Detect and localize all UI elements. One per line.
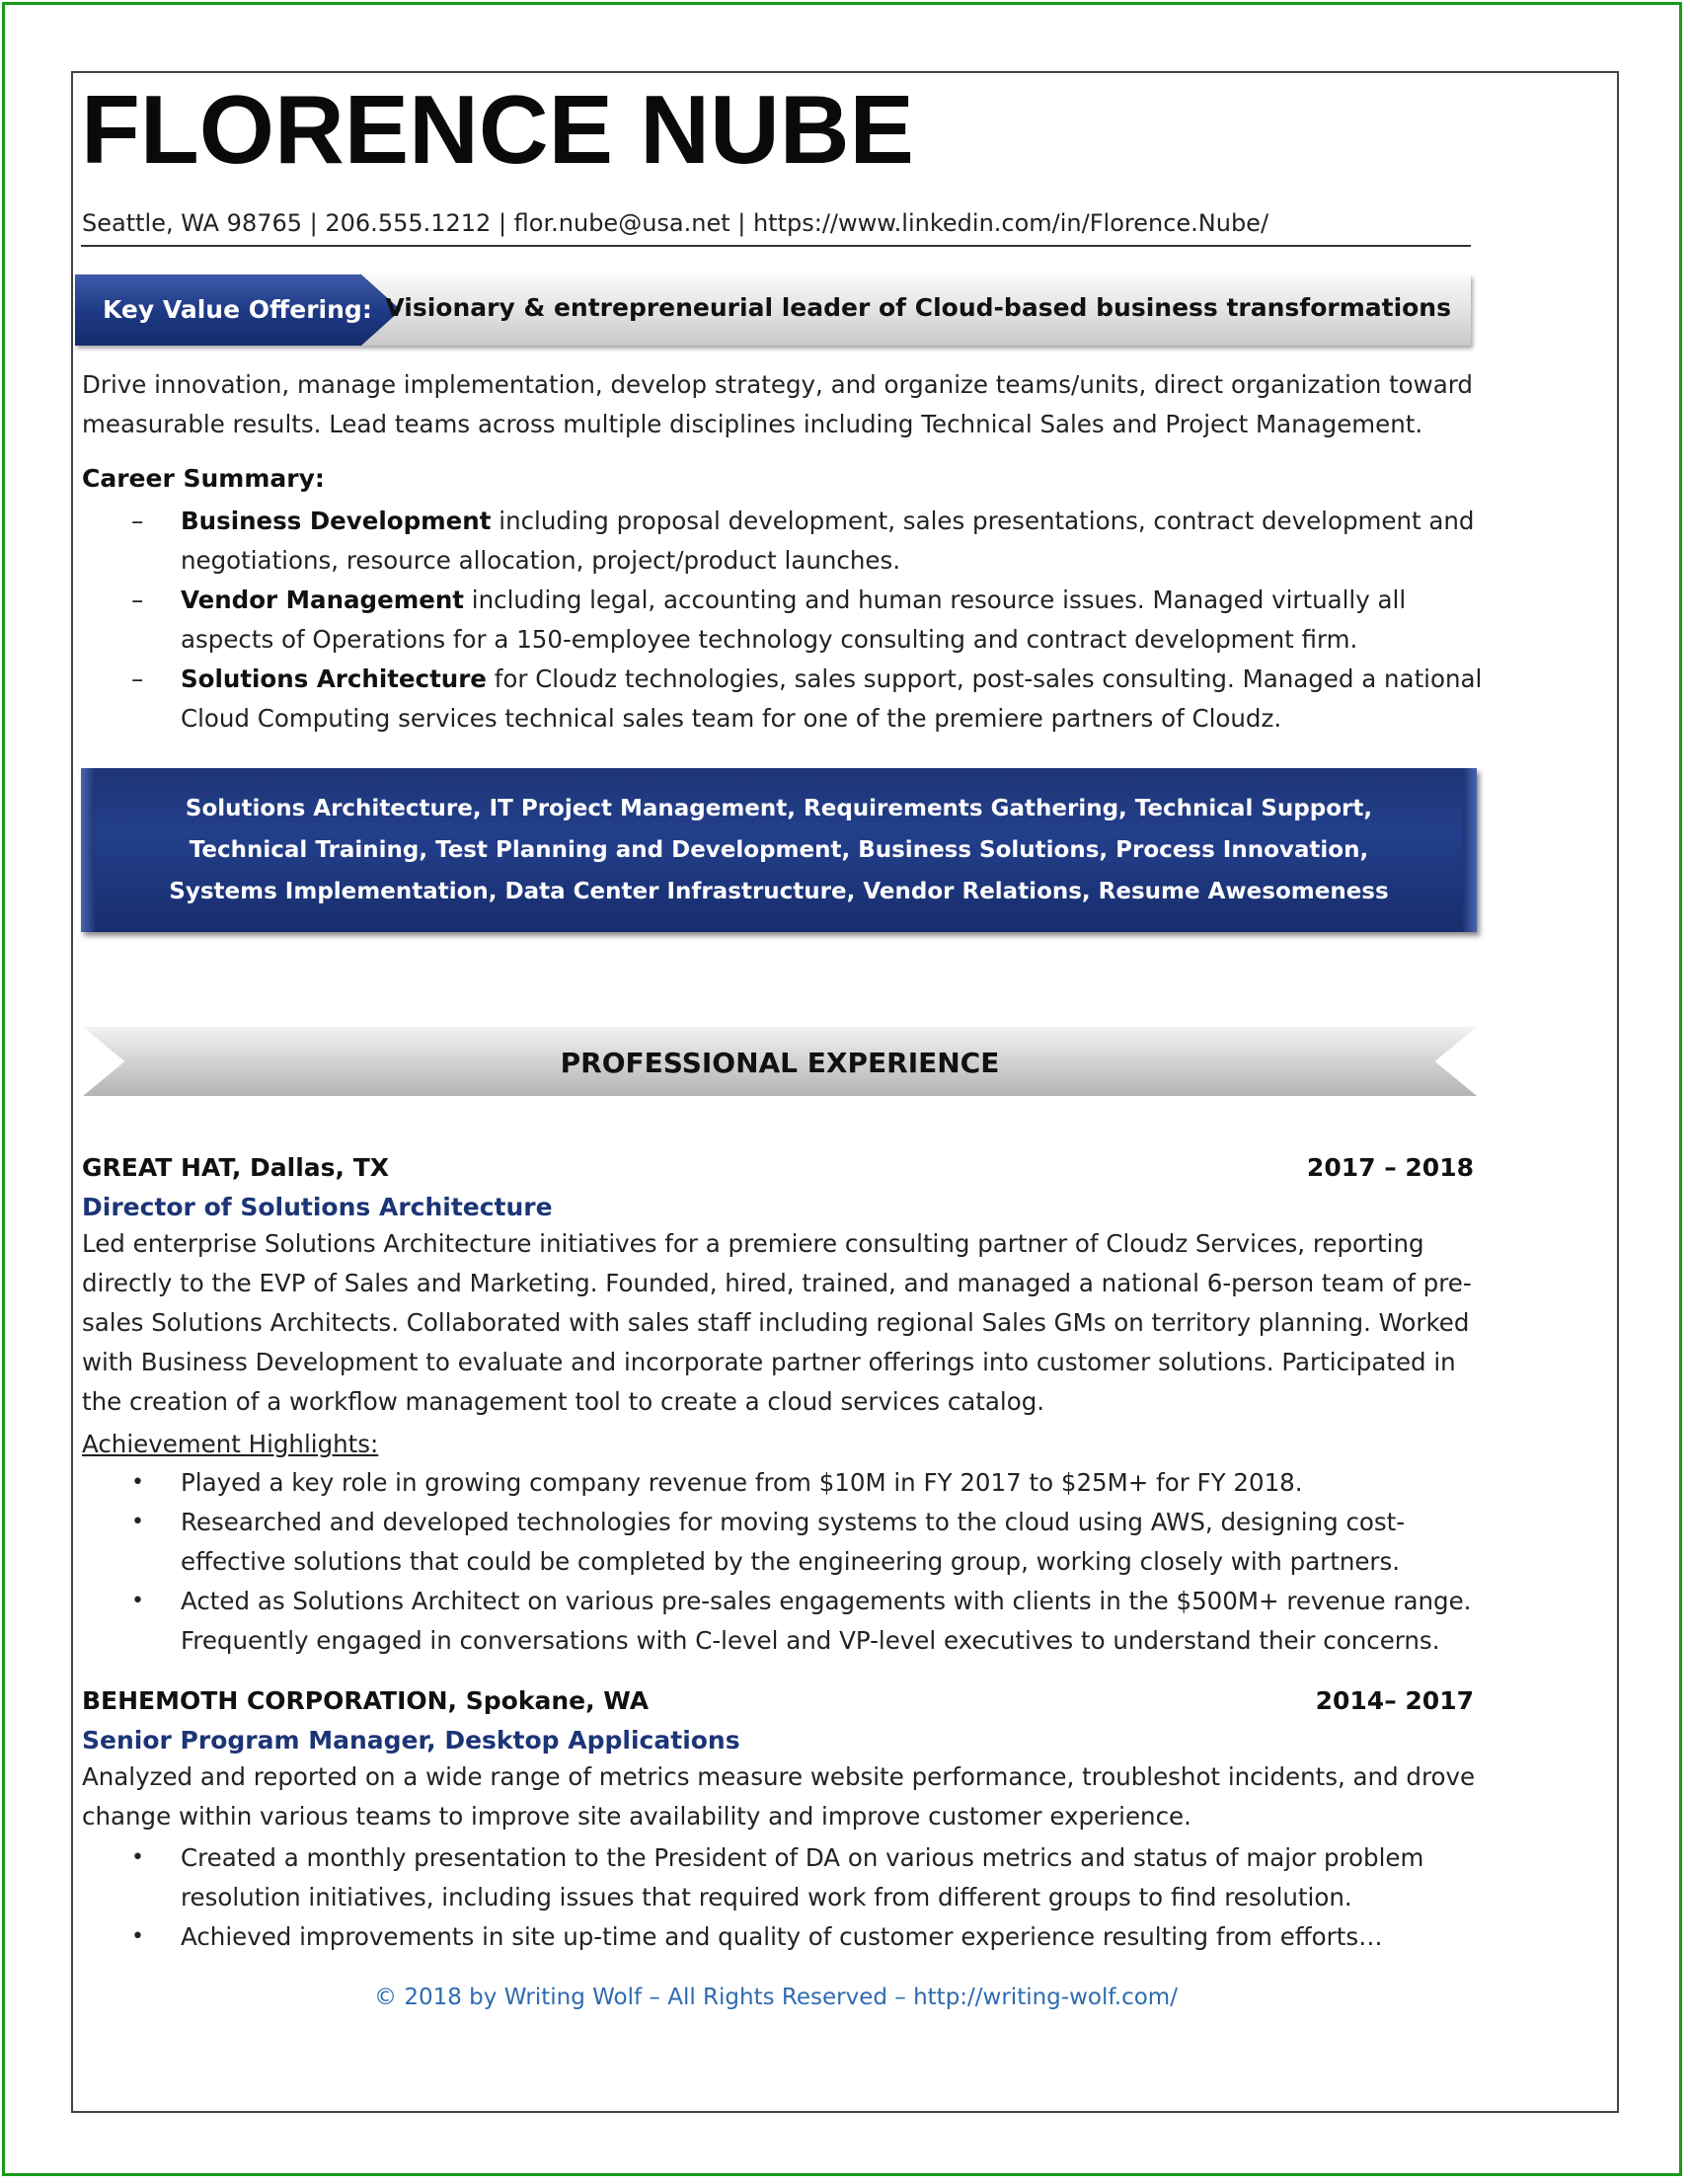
intro-paragraph: Drive innovation, manage implementation, develop strategy, and organize teams/units, direct organization toward measurable results. Lead teams across multiple disciplines including Technical Sales and Project Management. (82, 370, 1473, 438)
responsibility-item (82, 1838, 1484, 1917)
achievements-list (82, 1463, 1484, 1661)
job-description: Led enterprise Solutions Architecture initiatives for a premiere consulting partner of Cloudz Services, reporting directly to the EVP of Sales and Marketing. Founded, hired, trained, and managed a national 6-person team of pre-sales Solutions Architects. Collaborated with sales staff including regional Sales GMs on territory planning. Worked with Business Development to evaluate and incorporate partner offerings into customer solutions. Participated in the creation of a workflow management tool to create a cloud services catalog. (82, 1229, 1472, 1416)
dash-marker: – (131, 664, 144, 693)
summary-item (82, 660, 1484, 739)
career-summary-list (82, 502, 1484, 739)
job-description: Analyzed and reported on a wide range of metrics measure website performance, troubleshot incidents, and drove change within various teams to improve site availability and improve customer experience. (82, 1762, 1476, 1831)
job-dates: 2017 – 2018 (1306, 1153, 1474, 1182)
job-title: Senior Program Manager, Desktop Applications (82, 1726, 740, 1755)
responsibility-list (82, 1838, 1484, 1957)
job-header (82, 1686, 1474, 1715)
achievement-text: Researched and developed technologies for moving systems to the cloud using AWS, designing cost-effective solutions that could be completed by the engineering group, working closely with partners. (181, 1508, 1406, 1576)
job-dates: 2014– 2017 (1315, 1686, 1474, 1715)
experience-heading: PROFESSIONAL EXPERIENCE (560, 1047, 1000, 1079)
bullet-marker: • (131, 1589, 144, 1613)
key-value-label: Key Value Offering: (103, 295, 372, 324)
summary-item-bold: Solutions Architecture (181, 664, 487, 693)
responsibility-text: Created a monthly presentation to the President of DA on various metrics and status of major problem resolution initiatives, including issues that required work from different groups to find resolution. (181, 1843, 1424, 1911)
summary-item (82, 581, 1484, 660)
summary-item-text: for Cloudz technologies, sales support, post-sales consulting. Managed a national Cloud Computing services technical sales team for one of the premiere partners of Cloudz. (181, 664, 1483, 733)
bullet-marker: • (131, 1470, 144, 1495)
skills-line: Technical Training, Test Planning and Development, Business Solutions, Process Innovation, (189, 837, 1369, 863)
bullet-marker: • (131, 1510, 144, 1534)
summary-item-text: including proposal development, sales presentations, contract development and negotiations, resource allocation, project/product launches. (181, 507, 1475, 575)
summary-item-text: including legal, accounting and human resource issues. Managed virtually all aspects of Operations for a 150-employee technology consulting and contract development firm. (181, 585, 1407, 654)
skills-line: Systems Implementation, Data Center Infrastructure, Vendor Relations, Resume Awesomeness (169, 879, 1389, 904)
bullet-marker: • (131, 1924, 144, 1949)
key-value-banner (75, 274, 1471, 346)
achievement-text: Played a key role in growing company revenue from $10M in FY 2017 to $25M+ for FY 2018. (181, 1468, 1303, 1497)
contact-line: Seattle, WA 98765 | 206.555.1212 | flor.nube@usa.net | https://www.linkedin.com/in/Florence.Nube/ (82, 209, 1269, 237)
copyright-footer: © 2018 by Writing Wolf – All Rights Reserved – http://writing-wolf.com/ (374, 1985, 1178, 2010)
skills-line: Solutions Architecture, IT Project Management, Requirements Gathering, Technical Support, (185, 796, 1373, 821)
achievements-heading: Achievement Highlights: (82, 1430, 379, 1458)
achievement-item (82, 1582, 1484, 1661)
summary-item (82, 502, 1484, 581)
career-summary-heading: Career Summary: (82, 464, 325, 493)
achievement-item (82, 1503, 1484, 1582)
job-title: Director of Solutions Architecture (82, 1193, 553, 1221)
job-company: BEHEMOTH CORPORATION, Spokane, WA (82, 1686, 650, 1715)
bullet-marker: • (131, 1845, 144, 1870)
achievement-text: Acted as Solutions Architect on various pre-sales engagements with clients in the $500M+ revenue range. Frequently engaged in conversations with C-level and VP-level executives to understand their concerns. (181, 1587, 1472, 1655)
contact-divider (81, 245, 1471, 247)
key-value-text: Visionary & entrepreneurial leader of Cloud-based business transformations (385, 293, 1451, 322)
job-company: GREAT HAT, Dallas, TX (82, 1153, 390, 1182)
dash-marker: – (131, 585, 144, 614)
responsibility-item (82, 1917, 1484, 1957)
candidate-name: FLORENCE NUBE (81, 75, 914, 184)
skills-banner (81, 768, 1477, 932)
responsibility-text: Achieved improvements in site up-time and quality of customer experience resulting from efforts… (181, 1922, 1383, 1951)
summary-item-bold: Vendor Management (181, 585, 465, 614)
achievement-item (82, 1463, 1484, 1503)
dash-marker: – (131, 507, 144, 535)
summary-item-bold: Business Development (181, 507, 492, 535)
job-header (82, 1153, 1474, 1182)
